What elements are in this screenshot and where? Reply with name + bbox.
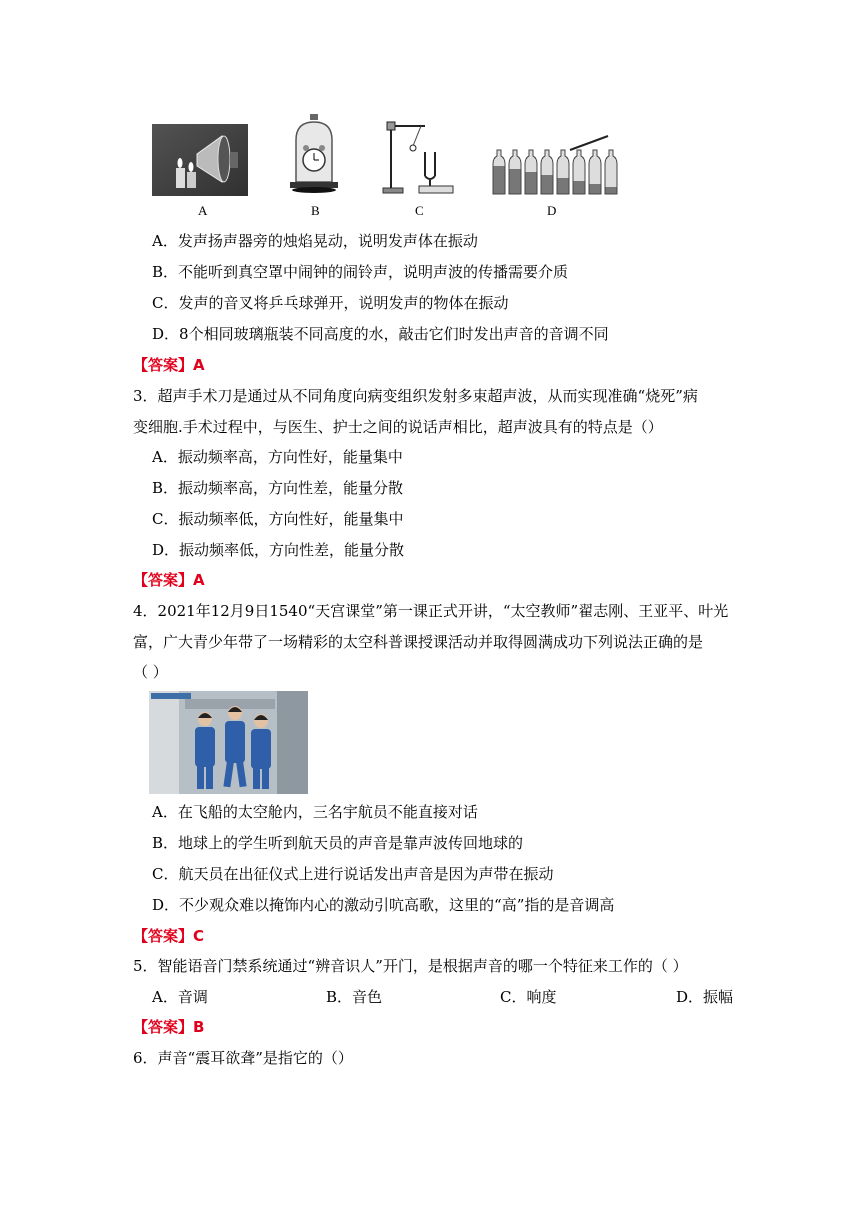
q3-stem-line1: 3．超声手术刀是通过从不同角度向病变组织发射多束超声波，从而实现准确“烧死”病 [133, 387, 698, 405]
q2-answer: 【答案】A [133, 356, 205, 374]
q3-option-c: C．振动频率低，方向性好，能量集中 [152, 510, 404, 528]
tuning-fork-image [381, 116, 459, 196]
q3-option-d: D．振动频率低，方向性差，能量分散 [152, 541, 405, 559]
q3-option-b: B．振动频率高，方向性差，能量分散 [152, 479, 404, 497]
figure-label-b: B [311, 203, 320, 218]
q5-option-d: D．振幅 [676, 988, 734, 1006]
q4-option-a: A．在飞船的太空舱内，三名宇航员不能直接对话 [152, 803, 478, 821]
q4-answer: 【答案】C [133, 927, 205, 945]
q4-option-d: D．不少观众难以掩饰内心的激动引吭高歌，这里的“高”指的是音调高 [152, 896, 615, 914]
figure-label-c: C [415, 203, 424, 218]
q4-stem-line1: 4．2021年12月9日1540“天宫课堂”第一课正式开讲，“太空教师”翟志刚、王亚平、叶光 [133, 602, 729, 620]
q3-answer: 【答案】A [133, 571, 205, 589]
q3-option-a: A．振动频率高，方向性好，能量集中 [152, 448, 403, 466]
q2-option-a: A．发声扬声器旁的烛焰晃动，说明发声体在振动 [152, 232, 478, 250]
water-bottles-image [490, 128, 640, 196]
q3-stem-line2: 变细胞.手术过程中，与医生、护士之间的说话声相比，超声波具有的特点是（） [133, 418, 663, 436]
speaker-candle-image [152, 124, 248, 196]
bell-jar-clock-image [286, 112, 342, 194]
figure-label-a: A [198, 203, 208, 218]
q5-answer: 【答案】B [133, 1018, 205, 1036]
q5-stem: 5．智能语音门禁系统通过“辨音识人”开门，是根据声音的哪一个特征来工作的（ ） [133, 957, 688, 975]
q6-stem: 6．声音“震耳欲聋”是指它的（） [133, 1049, 353, 1067]
q2-option-b: B．不能听到真空罩中闹钟的闹铃声，说明声波的传播需要介质 [152, 263, 569, 281]
q5-option-a: A．音调 [152, 988, 208, 1006]
q2-option-d: D．8个相同玻璃瓶装不同高度的水，敲击它们时发出声音的音调不同 [152, 325, 609, 343]
tiangong-classroom-photo [149, 691, 308, 794]
q2-option-c: C．发声的音叉将乒乓球弹开，说明发声的物体在振动 [152, 294, 509, 312]
q4-stem-line2: 富，广大青少年带了一场精彩的太空科普课授课活动并取得圆满成功下列说法正确的是 [133, 633, 704, 651]
q5-option-c: C．响度 [500, 988, 557, 1006]
q4-option-c: C．航天员在出征仪式上进行说话发出声音是因为声带在振动 [152, 865, 554, 883]
q4-stem-line3: （ ） [133, 663, 168, 681]
q4-option-b: B．地球上的学生听到航天员的声音是靠声波传回地球的 [152, 834, 524, 852]
q5-option-b: B．音色 [326, 988, 383, 1006]
figure-label-d: D [547, 203, 557, 218]
